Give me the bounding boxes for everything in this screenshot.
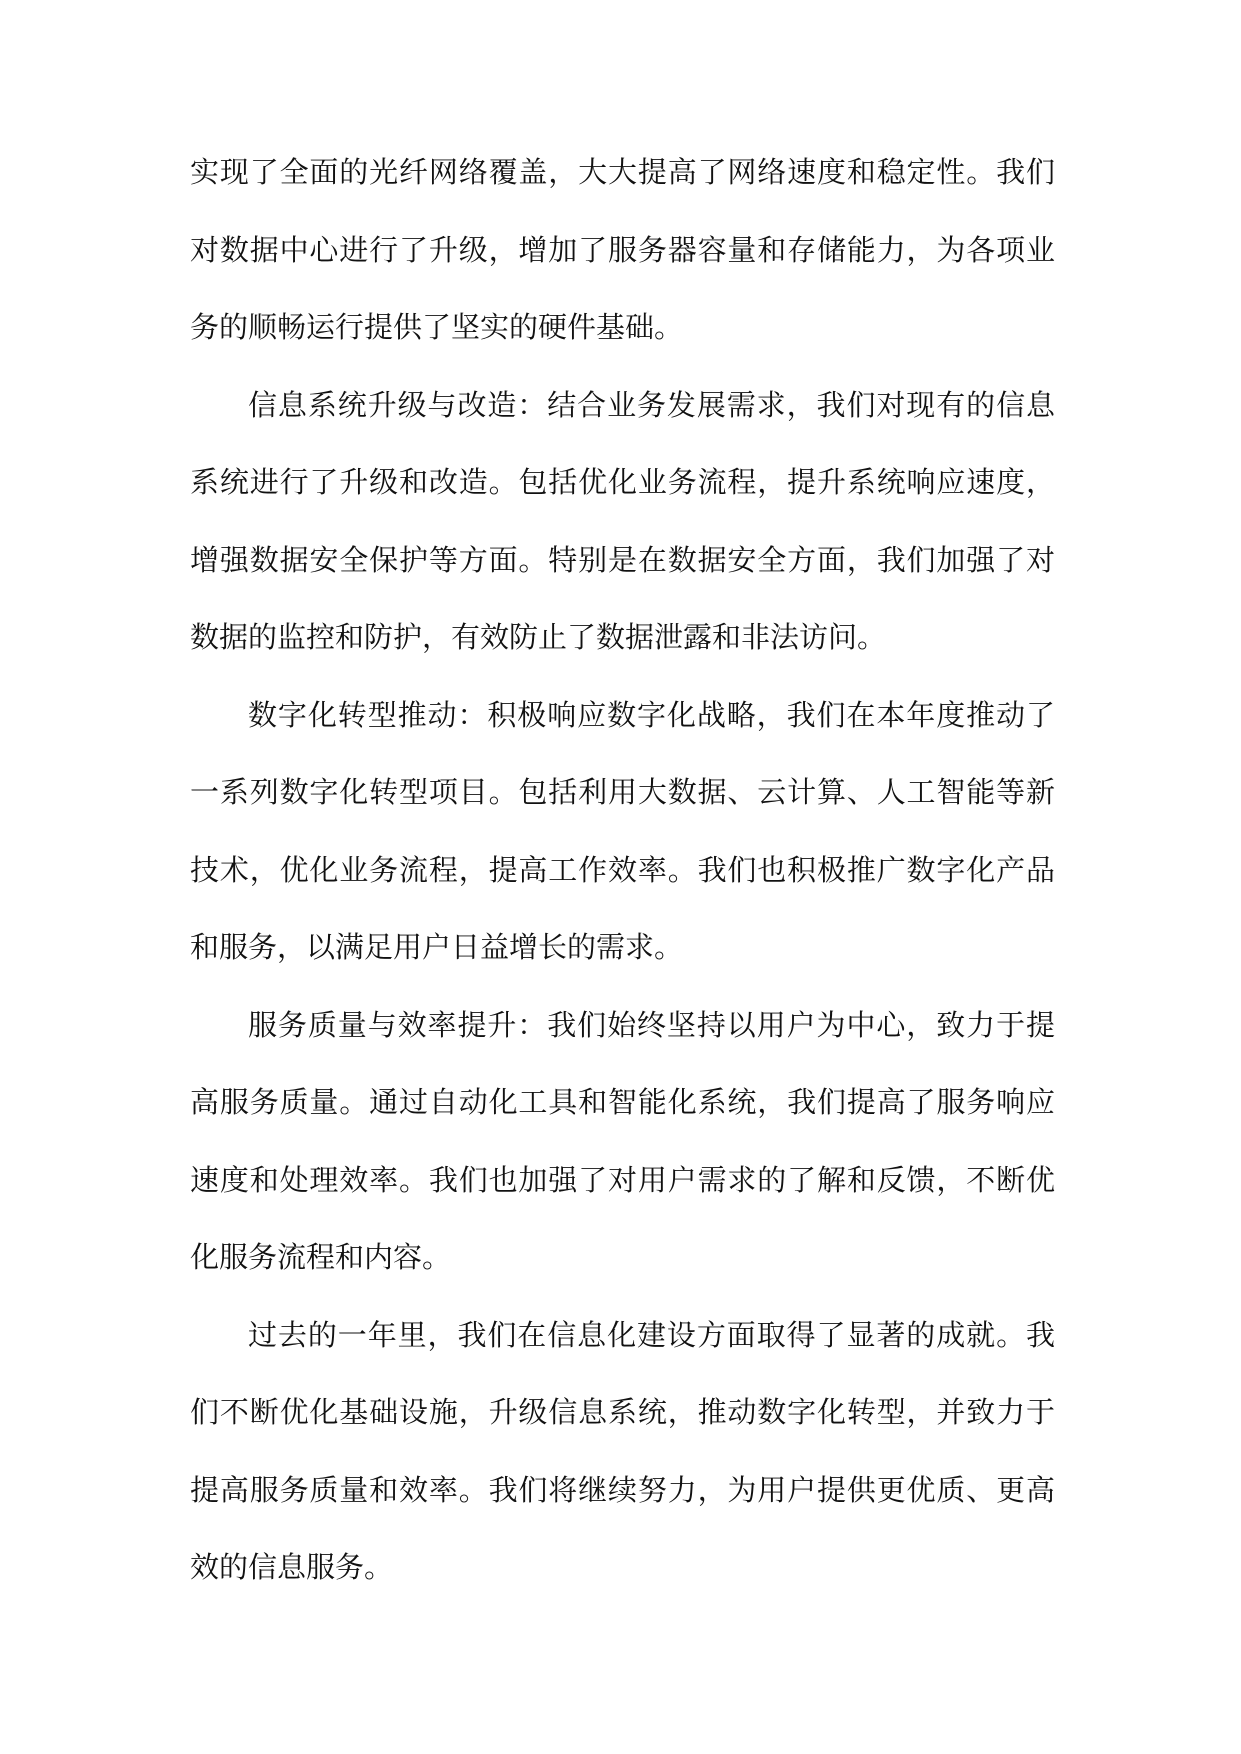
paragraph-system-upgrade: 信息系统升级与改造：结合业务发展需求，我们对现有的信息系统进行了升级和改造。包括优化业务流程，提升系统响应速度，增强数据安全保护等方面。特别是在数据安全方面，我们加强了对数据的监控和防护，有效防止了数据泄露和非法访问。 [190, 387, 1055, 654]
paragraph-infrastructure-continued: 实现了全面的光纤网络覆盖，大大提高了网络速度和稳定性。我们对数据中心进行了升级，增加了服务器容量和存储能力，为各项业务的顺畅运行提供了坚实的硬件基础。 [190, 155, 1055, 344]
paragraph-summary: 过去的一年里，我们在信息化建设方面取得了显著的成就。我们不断优化基础设施，升级信息系统，推动数字化转型，并致力于提高服务质量和效率。我们将继续努力，为用户提供更优质、更高效的信息服务。 [190, 1317, 1055, 1584]
paragraph-digital-transformation: 数字化转型推动：积极响应数字化战略，我们在本年度推动了一系列数字化转型项目。包括利用大数据、云计算、人工智能等新技术，优化业务流程，提高工作效率。我们也积极推广数字化产品和服务，以满足用户日益增长的需求。 [190, 697, 1055, 964]
paragraph-service-quality: 服务质量与效率提升：我们始终坚持以用户为中心，致力于提高服务质量。通过自动化工具和智能化系统，我们提高了服务响应速度和处理效率。我们也加强了对用户需求的了解和反馈，不断优化服务流程和内容。 [190, 1007, 1055, 1274]
body-text [190, 134, 1055, 1607]
